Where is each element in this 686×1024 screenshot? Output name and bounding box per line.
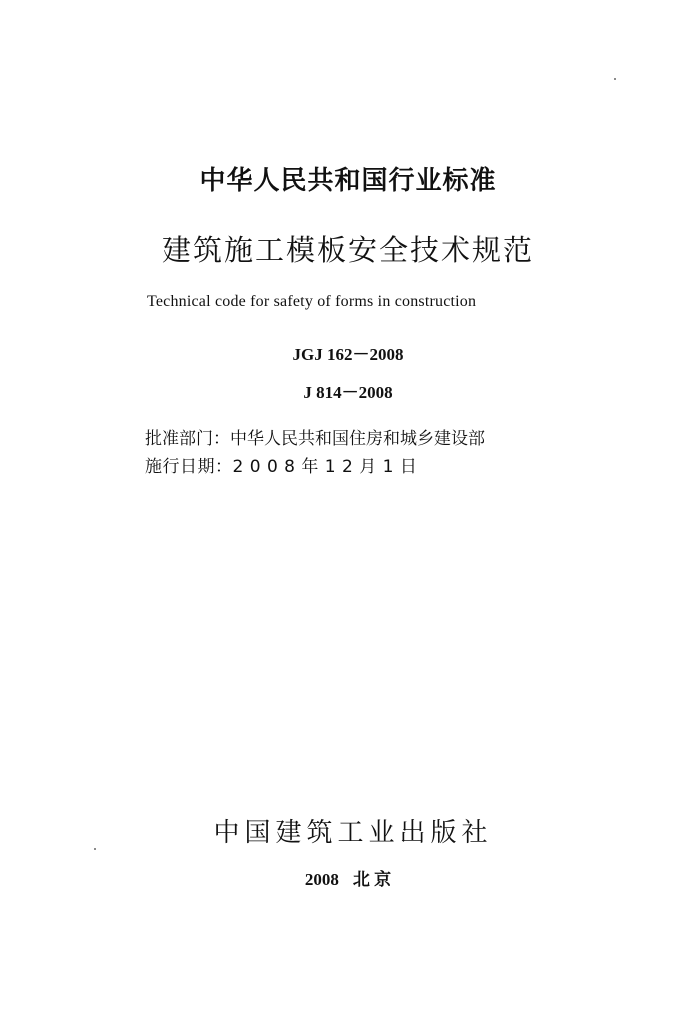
publisher-name: 中国建筑工业出版社 [213, 818, 493, 848]
publication-year-place [0, 865, 686, 890]
scan-speck [94, 848, 96, 850]
approval-department-line [145, 424, 485, 449]
effective-date-line [145, 452, 417, 477]
scan-speck [614, 78, 616, 80]
standard-code-primary: JGJ 162－2008 [292, 345, 404, 364]
standard-type-heading: 中华人民共和国行业标准 [199, 166, 497, 196]
publication-year: 2008 [304, 870, 339, 889]
approval-department-value: 中华人民共和国住房和城乡建设部 [230, 429, 485, 449]
document-title-cn: 建筑施工模板安全技术规范 [161, 233, 534, 267]
effective-date-value: 2 0 0 8 年 1 2 月 1 日 [232, 457, 418, 477]
standard-code-secondary: J 814－2008 [303, 383, 393, 402]
document-title-en: Technical code for safety of forms in construction [147, 293, 477, 310]
approval-department-label: 批准部门： [145, 429, 230, 449]
effective-date-label: 施行日期： [145, 457, 233, 477]
publication-city: 北 京 [352, 870, 392, 889]
